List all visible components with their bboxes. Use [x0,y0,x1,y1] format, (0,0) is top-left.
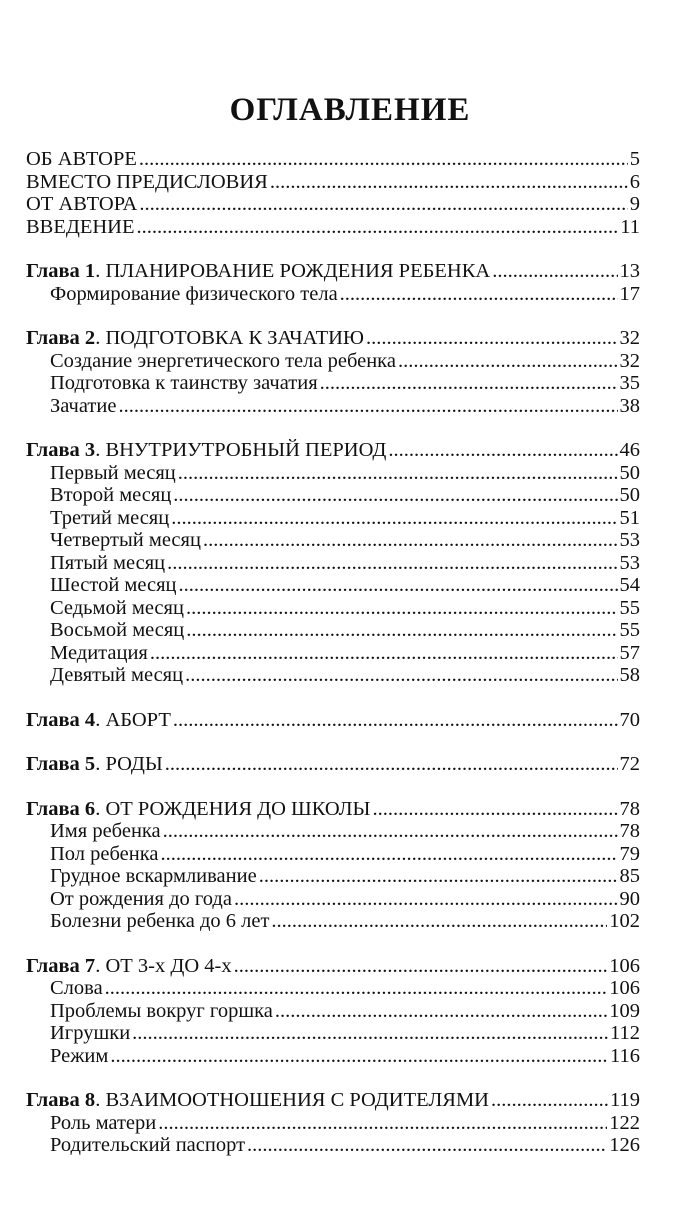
toc-entry-label [26,798,370,821]
page-number: 78 [619,820,640,842]
dot-leader [270,171,628,194]
toc-entry-label: Родительский паспорт [50,1134,246,1156]
chapter-number: Глава 8 [26,1089,96,1111]
toc-entry-label: Пол ребенка [50,842,159,865]
dot-leader [186,597,618,620]
dot-leader [173,709,618,732]
toc-chapter-entry [26,709,640,732]
toc-entry-label: Первый месяц [50,461,176,484]
page-number: 122 [609,1111,640,1134]
dot-leader [110,1045,608,1068]
toc-entry-label: ВВЕДЕНИЕ [26,215,135,238]
page-number: 6 [629,170,640,193]
toc-entry-label: Роль матери [50,1111,157,1134]
toc-entry-label: Формирование физического тела [50,282,338,305]
page-number: 17 [619,282,640,305]
page-number: 109 [609,999,640,1022]
toc-section-entry [26,484,640,507]
toc-entry-label: Второй месяц [50,484,172,506]
page-number: 119 [610,1089,640,1111]
toc-entry-label: Зачатие [50,394,117,417]
toc-entry-label: Игрушки [50,1022,131,1044]
toc-chapter-entry [26,1089,640,1112]
toc-entry-label: Имя ребенка [50,820,161,842]
dot-leader [132,1022,608,1045]
dot-leader [398,350,618,373]
chapter-number: Глава 7 [26,954,96,977]
chapter-number: Глава 1 [26,260,96,282]
page-number: 58 [619,664,640,686]
dot-leader [186,619,617,642]
toc-section-entry [26,350,640,373]
dot-leader [320,372,618,395]
toc-entry-label: Восьмой месяц [50,619,185,641]
toc-section-entry [26,843,640,866]
page-number: 55 [619,596,640,619]
toc-entry-label [26,709,171,732]
dot-leader [271,910,607,933]
chapter-title: . ОТ РОЖДЕНИЯ ДО ШКОЛЫ [95,797,371,820]
dot-leader [163,820,618,843]
dot-leader [178,462,618,485]
dot-leader [366,327,618,350]
dot-leader [275,1000,607,1023]
dot-leader [173,484,617,507]
toc-entry-label: Проблемы вокруг горшка [50,999,273,1022]
toc-section-entry [26,1112,640,1135]
dot-leader [179,574,618,597]
toc-section-entry [26,1045,640,1068]
chapter-number: Глава 3 [26,439,96,461]
toc-chapter-entry [26,798,640,821]
chapter-number: Глава 5 [26,753,96,775]
toc-section-entry [26,529,640,552]
chapter-title: . ПОДГОТОВКА К ЗАЧАТИЮ [95,327,364,349]
page-number: 70 [619,708,640,731]
page-number: 85 [619,865,640,887]
dot-leader [491,1089,608,1112]
page-number: 79 [619,842,640,865]
toc-section-entry [26,597,640,620]
dot-leader [167,552,617,575]
toc-section-entry [26,888,640,911]
toc-section-entry [26,395,640,418]
toc-section-entry [26,574,640,597]
page-number: 13 [619,260,640,282]
toc-entry-label: Режим [50,1044,109,1067]
dot-leader [247,1134,607,1157]
page-number: 72 [619,753,640,775]
toc-entry-label [26,260,490,283]
page-number: 106 [609,977,640,999]
toc-front-entry [26,193,640,216]
page-number: 53 [619,551,640,574]
page-number: 51 [619,506,640,529]
page-number: 53 [619,529,640,551]
page-number: 126 [609,1134,640,1156]
toc-section-entry [26,642,640,665]
page-number: 46 [619,439,640,461]
dot-leader [137,216,619,239]
dot-leader [150,642,618,665]
toc-entry-label: Четвертый месяц [50,529,201,551]
toc-entry-label: Слова [50,977,103,999]
dot-leader [165,753,618,776]
page-number: 32 [619,349,640,372]
dot-leader [234,888,618,911]
page-number: 5 [629,148,640,170]
chapter-title: . ВЗАИМООТНОШЕНИЯ С РОДИТЕЛЯМИ [95,1089,489,1111]
toc-entry-label: Подготовка к таинству зачатия [50,372,318,394]
toc-section-entry [26,283,640,306]
toc-entry-label: Третий месяц [50,506,170,529]
toc-section-entry [26,507,640,530]
page-number: 54 [619,574,640,596]
toc-front-entry [26,148,640,171]
dot-leader [234,955,608,978]
toc-section-entry [26,372,640,395]
page-number: 57 [619,641,640,664]
toc-entry-label [26,955,232,978]
toc-chapter-entry [26,439,640,462]
page-number: 11 [620,215,640,238]
toc-entry-label [26,439,386,462]
dot-leader [388,439,617,462]
page-number: 38 [619,394,640,417]
chapter-title: . РОДЫ [95,753,163,775]
page-number: 35 [619,372,640,394]
toc-section-entry [26,1000,640,1023]
dot-leader [118,395,617,418]
toc-entry-label: Девятый месяц [50,664,184,686]
chapter-number: Глава 2 [26,327,96,349]
page-number: 55 [619,619,640,641]
dot-leader [340,283,618,306]
toc-chapter-entry [26,955,640,978]
chapter-title: . ПЛАНИРОВАНИЕ РОЖДЕНИЯ РЕБЕНКА [95,260,491,282]
dot-leader [105,977,608,1000]
page-title: ОГЛАВЛЕНИЕ [229,92,471,128]
dot-leader [158,1112,607,1135]
dot-leader [372,798,617,821]
toc-entry-label: ОБ АВТОРЕ [26,148,137,170]
page-number: 9 [629,193,640,215]
toc-entry-label: Шестой месяц [50,574,177,596]
toc-section-entry [26,910,640,933]
page-number: 102 [609,910,640,932]
toc-section-entry [26,1022,640,1045]
dot-leader [203,529,618,552]
chapter-title: . ОТ 3-х ДО 4-х [95,954,232,977]
toc-front-entry [26,216,640,239]
toc-chapter-entry [26,260,640,283]
toc-entry-label [26,1089,489,1112]
toc-entry-label: Создание энергетического тела ребенка [50,349,396,372]
page-number: 116 [610,1044,640,1067]
toc-section-entry [26,552,640,575]
toc-entry-label: Медитация [50,641,148,664]
toc-chapter-entry [26,327,640,350]
toc-section-entry [26,462,640,485]
dot-leader [139,148,628,171]
toc-section-entry [26,619,640,642]
toc-entry-label: От рождения до года [50,887,232,910]
page-number: 50 [619,461,640,484]
toc-entry-label: ВМЕСТО ПРЕДИСЛОВИЯ [26,170,268,193]
page-number: 78 [619,797,640,820]
chapter-title: . АБОРТ [95,708,171,731]
page-number: 106 [609,954,640,977]
toc-section-entry [26,865,640,888]
toc-entry-label: Болезни ребенка до 6 лет [50,910,270,932]
page-number: 32 [619,327,640,349]
toc-section-entry [26,664,640,687]
toc-entry-label [26,753,163,776]
toc-section-entry [26,1134,640,1157]
toc-entry-label: Грудное вскармливание [50,865,257,887]
page-number: 50 [619,484,640,506]
toc-chapter-entry [26,753,640,776]
table-of-contents [26,148,640,1157]
dot-leader [185,664,617,687]
dot-leader [171,507,617,530]
toc-entry-label: ОТ АВТОРА [26,193,138,215]
toc-entry-label: Пятый месяц [50,551,166,574]
chapter-number: Глава 6 [26,797,96,820]
dot-leader [139,193,627,216]
toc-front-entry [26,171,640,194]
page-number: 112 [610,1022,640,1044]
toc-section-entry [26,820,640,843]
dot-leader [492,260,617,283]
chapter-number: Глава 4 [26,708,96,731]
toc-entry-label: Седьмой месяц [50,596,184,619]
chapter-title: . ВНУТРИУТРОБНЫЙ ПЕРИОД [95,439,387,461]
dot-leader [259,865,618,888]
toc-entry-label [26,327,364,350]
toc-section-entry [26,977,640,1000]
page-number: 90 [619,887,640,910]
dot-leader [160,843,617,866]
